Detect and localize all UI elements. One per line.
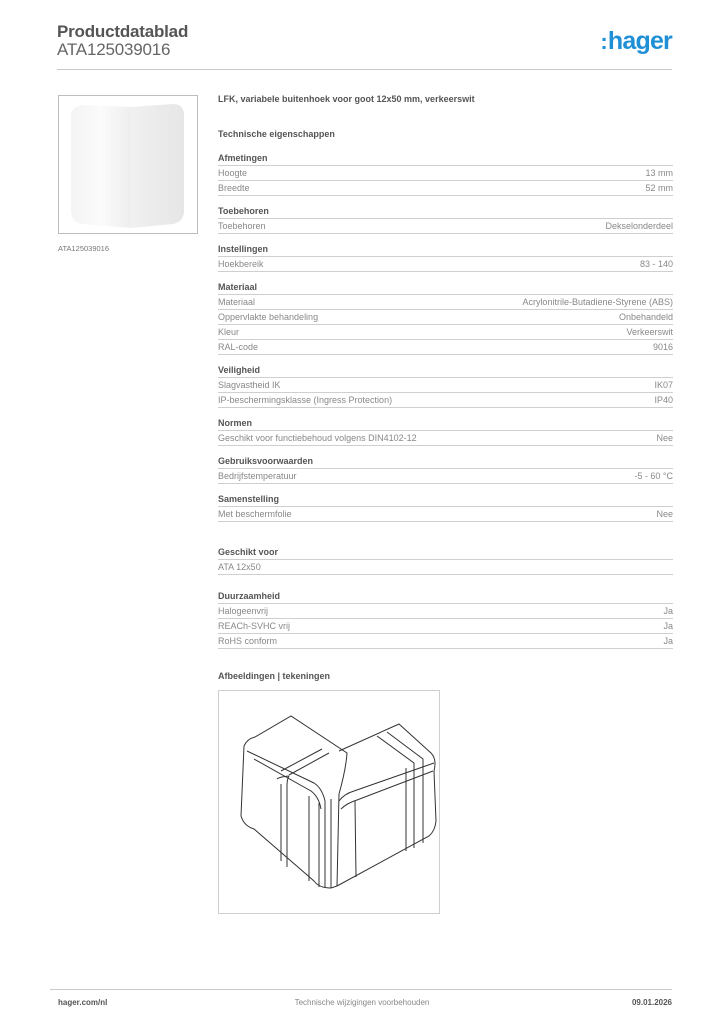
- spec-label: Halogeenvrij: [218, 606, 269, 616]
- logo-colon: :: [600, 29, 607, 54]
- spec-label: Kleur: [218, 327, 240, 337]
- spec-label: ATA 12x50: [218, 562, 261, 572]
- document-date: 09.01.2026: [631, 998, 672, 1007]
- spec-value: Dekselonderdeel: [605, 221, 673, 231]
- product-description: LFK, variabele buitenhoek voor goot 12x50 mm, verkeerswit: [218, 94, 475, 104]
- technical-properties-heading: Technische eigenschappen: [218, 129, 335, 139]
- spec-label: Hoogte: [218, 168, 248, 178]
- section-afmetingen: [218, 152, 673, 196]
- section-veiligheid: [218, 364, 673, 408]
- spec-value: Acrylonitrile-Butadiene-Styrene (ABS): [522, 297, 673, 307]
- spec-value: IK07: [654, 380, 673, 390]
- spec-value: Ja: [663, 636, 673, 646]
- spec-value: Onbehandeld: [618, 312, 673, 322]
- section-samenstelling: [218, 493, 673, 522]
- page-header: [57, 20, 672, 72]
- section-toebehoren: [218, 205, 673, 234]
- spec-label: Materiaal: [218, 297, 256, 307]
- spec-label: Met beschermfolie: [218, 509, 292, 519]
- header-divider: [57, 69, 672, 70]
- images-drawings-heading: Afbeeldingen | tekeningen: [218, 671, 331, 681]
- section-title: Geschikt voor: [218, 546, 673, 560]
- spec-row: [218, 634, 673, 649]
- spec-column: [218, 90, 673, 683]
- spec-value: Ja: [663, 606, 673, 616]
- spec-label: RoHS conform: [218, 636, 278, 646]
- spec-row: [218, 257, 673, 272]
- spec-value: Nee: [656, 509, 673, 519]
- spec-row: [218, 619, 673, 634]
- spec-value: IP40: [654, 395, 673, 405]
- website-link[interactable]: hager.com/nl: [58, 998, 108, 1007]
- spec-label: Geschikt voor functiebehoud volgens DIN4102-12: [218, 433, 417, 443]
- section-normen: [218, 417, 673, 446]
- spec-value: -5 - 60 °C: [634, 471, 673, 481]
- section-materiaal: [218, 281, 673, 355]
- spec-value: 13 mm: [645, 168, 673, 178]
- spec-label: Bedrijfstemperatuur: [218, 471, 297, 481]
- section-duurzaamheid: [218, 590, 673, 649]
- spec-row: [218, 181, 673, 196]
- spec-row: [218, 560, 673, 575]
- spec-value: 9016: [652, 342, 673, 352]
- article-number: ATA125039016: [57, 40, 171, 59]
- spec-label: IP-beschermingsklasse (Ingress Protection): [218, 395, 393, 405]
- product-photo-icon: [65, 100, 190, 231]
- spec-row: [218, 378, 673, 393]
- spec-row: [218, 507, 673, 522]
- logo-text: hager: [607, 27, 672, 55]
- spec-label: REACh-SVHC vrij: [218, 621, 291, 631]
- section-geschikt-voor: [218, 546, 673, 575]
- spec-row: [218, 325, 673, 340]
- section-instellingen: [218, 243, 673, 272]
- spec-label: Breedte: [218, 183, 250, 193]
- technical-drawing: [218, 690, 440, 914]
- disclaimer-text: Technische wijzigingen voorbehouden: [294, 998, 430, 1007]
- section-title: Duurzaamheid: [218, 590, 673, 604]
- section-gebruiksvoorwaarden: [218, 455, 673, 484]
- spec-value: Ja: [663, 621, 673, 631]
- section-title: Afmetingen: [218, 152, 673, 166]
- spec-row: [218, 310, 673, 325]
- section-title: Instellingen: [218, 243, 673, 257]
- spec-row: [218, 604, 673, 619]
- spec-value: 52 mm: [645, 183, 673, 193]
- spec-label: Hoekbereik: [218, 259, 264, 269]
- section-title: Gebruiksvoorwaarden: [218, 455, 673, 469]
- spec-row: [218, 431, 673, 446]
- spec-value: Verkeerswit: [626, 327, 673, 337]
- spec-row: [218, 393, 673, 408]
- spec-value: 83 - 140: [639, 259, 673, 269]
- corner-piece-drawing-icon: [219, 691, 439, 913]
- spec-row: [218, 295, 673, 310]
- section-title: Samenstelling: [218, 493, 673, 507]
- spec-row: [218, 219, 673, 234]
- footer-divider: [50, 989, 672, 990]
- section-title: Toebehoren: [218, 205, 673, 219]
- section-title: Materiaal: [218, 281, 673, 295]
- product-photo: [58, 95, 198, 234]
- document-title: Productdatablad: [57, 22, 189, 41]
- hager-logo: [600, 27, 672, 56]
- spec-label: Slagvastheid IK: [218, 380, 281, 390]
- section-title: Veiligheid: [218, 364, 673, 378]
- spec-label: Toebehoren: [218, 221, 266, 231]
- spec-label: Oppervlakte behandeling: [218, 312, 319, 322]
- spec-row: [218, 469, 673, 484]
- spec-row: [218, 166, 673, 181]
- spec-row: [218, 340, 673, 355]
- spec-label: RAL-code: [218, 342, 259, 352]
- spec-value: Nee: [656, 433, 673, 443]
- section-title: Normen: [218, 417, 673, 431]
- photo-caption: ATA125039016: [58, 244, 110, 253]
